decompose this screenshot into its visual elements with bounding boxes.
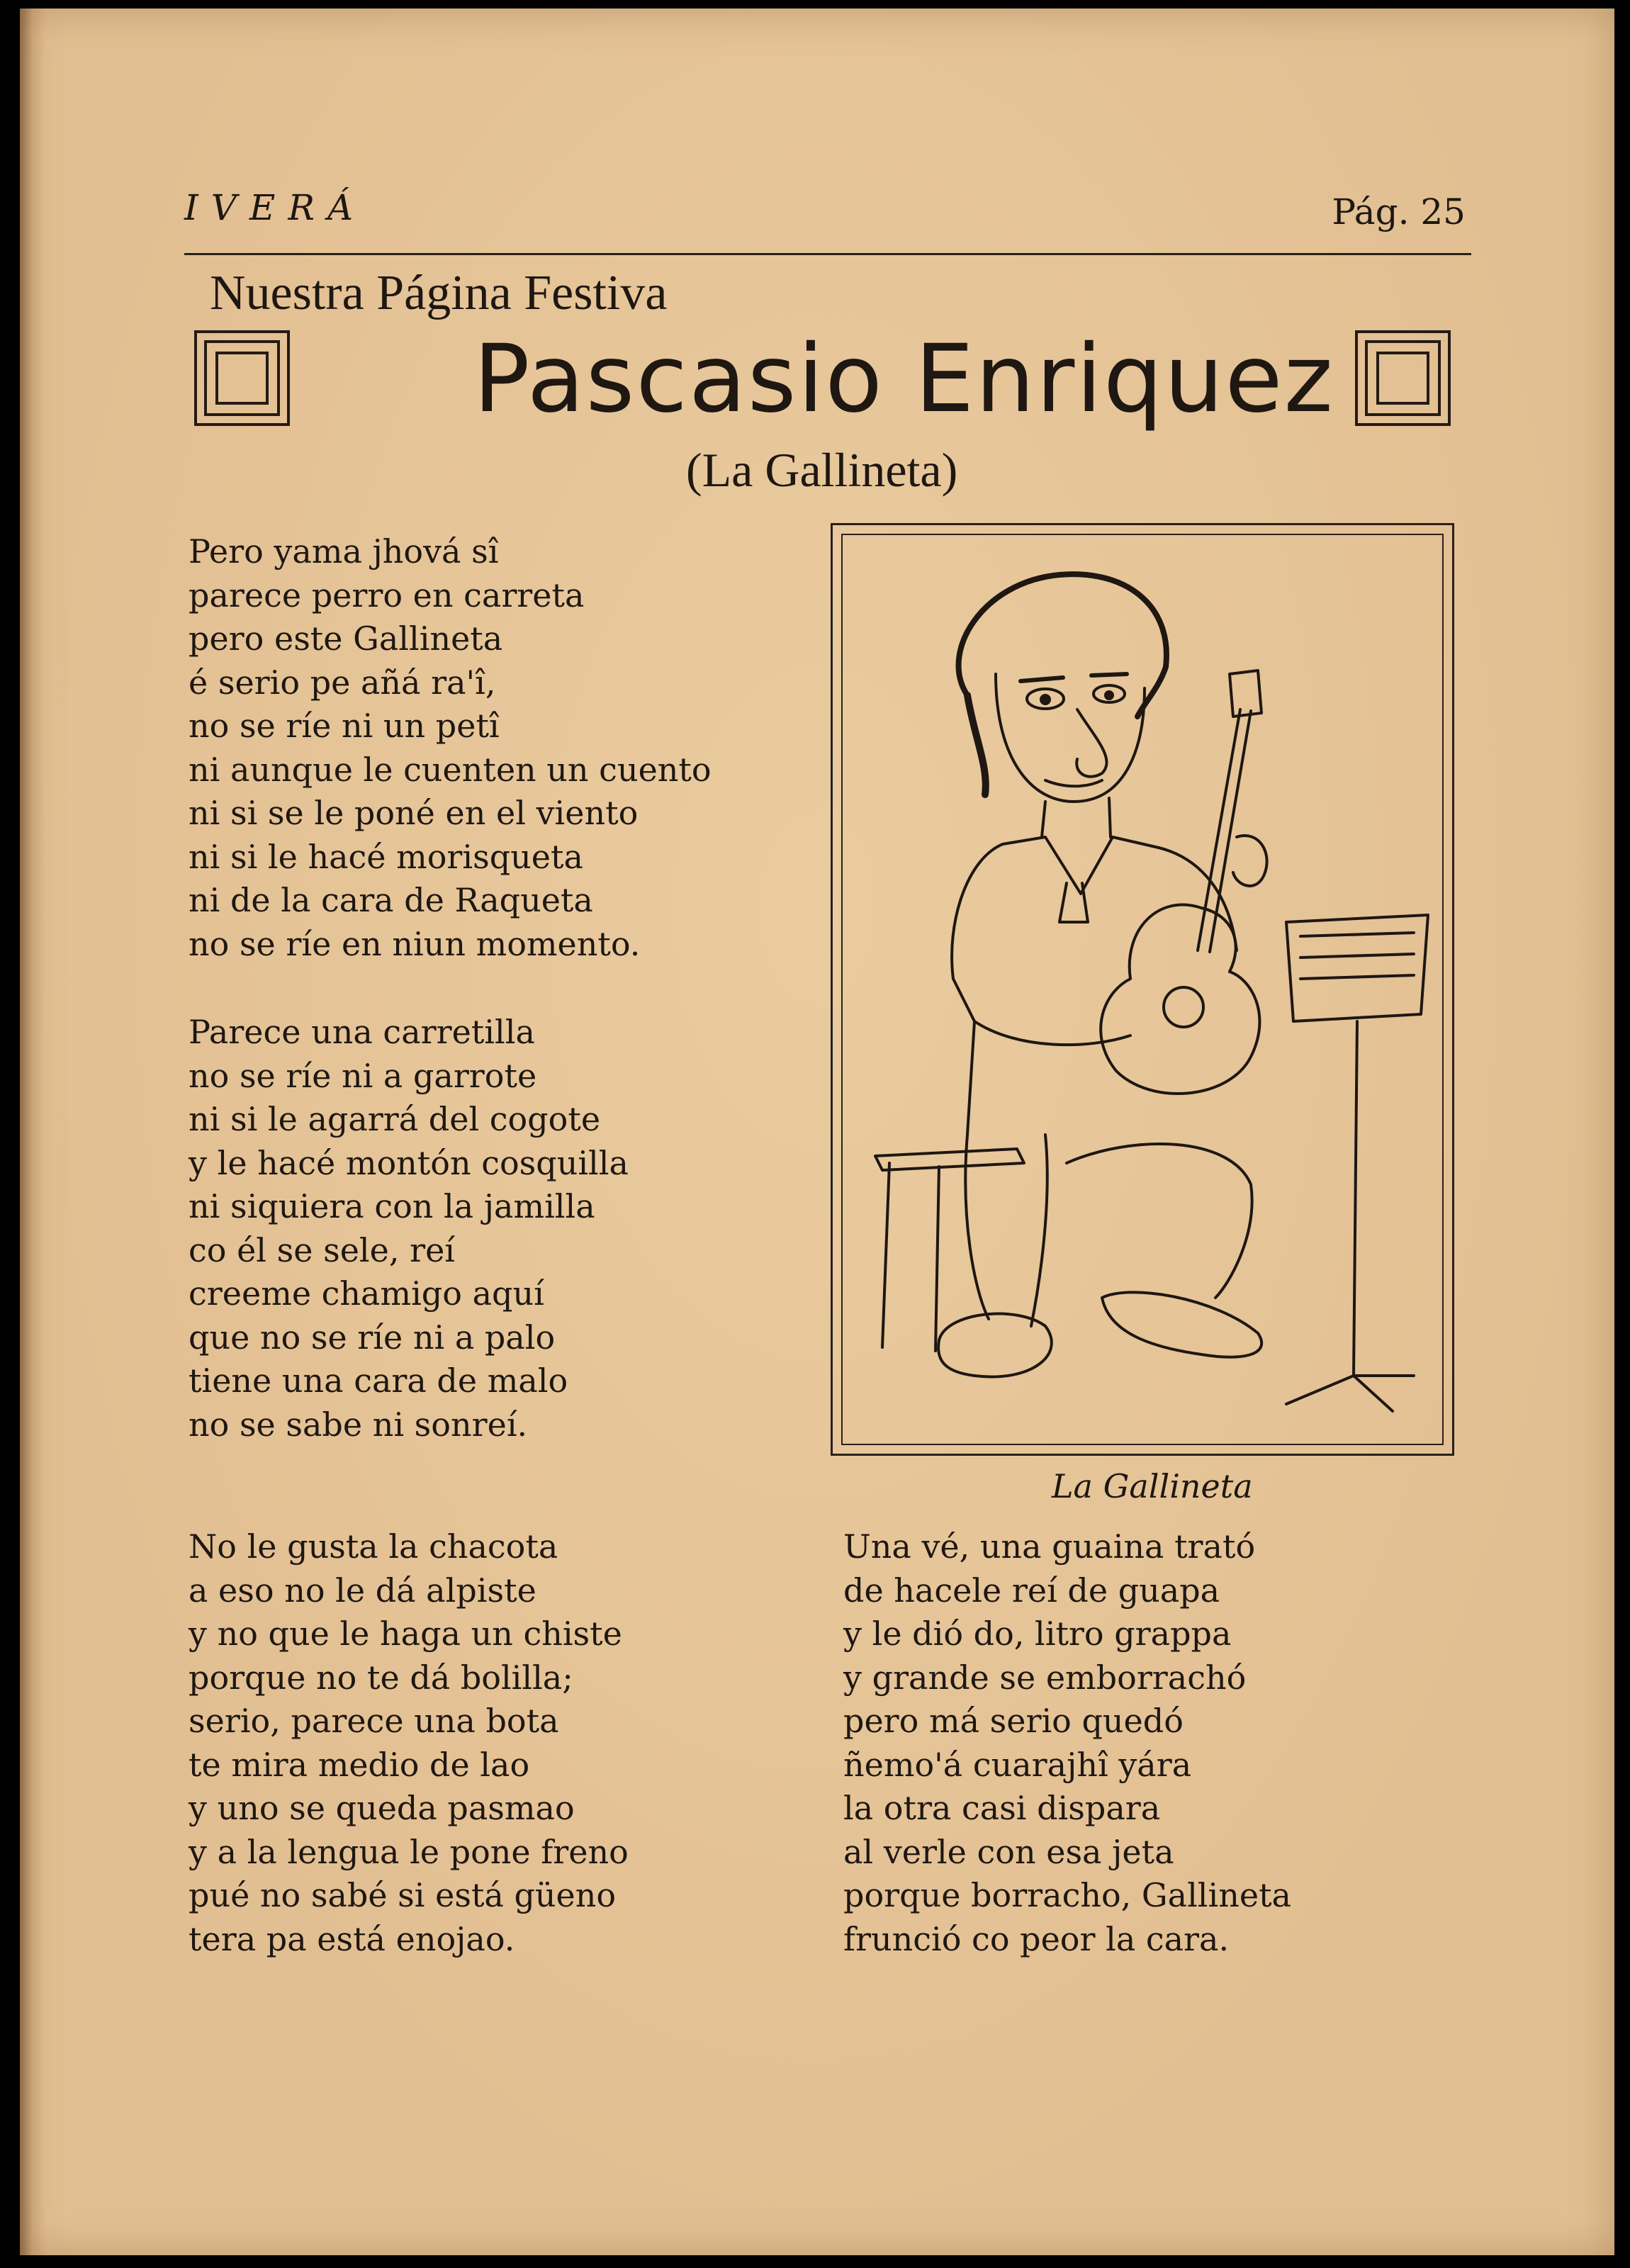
poem-line: Una vé, una guaina trató [843, 1527, 1256, 1566]
stanza-3 [189, 1525, 629, 1961]
poem-line: co él se sele, reí [189, 1230, 456, 1269]
poem-line: de hacele reí de guapa [843, 1571, 1220, 1610]
poem-line: pero este Gallineta [189, 619, 503, 658]
poem-line: a eso no le dá alpiste [189, 1571, 536, 1610]
poem-line: pero má serio quedó [843, 1702, 1184, 1740]
poem-line: parece perro en carreta [189, 576, 585, 614]
left-box-ornament [194, 330, 290, 426]
right-box-ornament [1355, 330, 1451, 426]
poem-line: ni si le agarrá del cogote [189, 1100, 601, 1138]
illustration-caption: La Gallineta [1052, 1467, 1253, 1505]
magazine-page [20, 9, 1614, 2255]
poem-line: No le gusta la chacota [189, 1527, 558, 1566]
poem-line: ni si se le poné en el viento [189, 794, 639, 832]
stanza-1 [189, 530, 712, 966]
poem-line: no se ríe ni a garrote [189, 1056, 537, 1095]
caricature-illustration [831, 523, 1454, 1456]
poem-line: no se sabe ni sonreí. [189, 1405, 528, 1444]
page-spine-shadow [20, 9, 45, 2255]
poem-line: no se ríe en niun momento. [189, 924, 641, 963]
poem-line: ni aunque le cuenten un cuento [189, 750, 712, 789]
guitarist-caricature-drawing [833, 525, 1452, 1454]
running-title: IVERÁ [184, 187, 366, 228]
poem-line: ñemo'á cuarajhî yára [843, 1745, 1192, 1784]
poem-line: tiene una cara de malo [189, 1362, 568, 1400]
poem-line: y le hacé montón cosquilla [189, 1143, 629, 1182]
poem-line: no se ríe ni un petî [189, 707, 500, 745]
poem-line: ni siquiera con la jamilla [189, 1187, 595, 1225]
stanza-2 [189, 1011, 629, 1447]
poem-line: porque borracho, Gallineta [843, 1876, 1291, 1914]
poem-line: te mira medio de lao [189, 1745, 530, 1784]
poem-line: Parece una carretilla [189, 1013, 535, 1051]
poem-line: y uno se queda pasmao [189, 1789, 575, 1827]
poem-line: pué no sabé si está güeno [189, 1876, 617, 1914]
poem-line: é serio pe añá ra'î, [189, 663, 496, 702]
poem-line: al verle con esa jeta [843, 1832, 1174, 1871]
poem-line: que no se ríe ni a palo [189, 1318, 556, 1357]
poem-line: y no que le haga un chiste [189, 1615, 622, 1653]
section-title: Nuestra Página Festiva [210, 266, 668, 320]
poem-line: y a la lengua le pone freno [189, 1832, 629, 1871]
article-title: Pascasio Enriquez [473, 325, 1334, 434]
poem-line: ni de la cara de Raqueta [189, 881, 593, 919]
poem-line: frunció co peor la cara. [843, 1919, 1230, 1958]
poem-line: serio, parece una bota [189, 1702, 559, 1740]
poem-line: creeme chamigo aquí [189, 1274, 544, 1313]
page-number: Pág. 25 [1332, 191, 1466, 232]
article-subtitle: (La Gallineta) [686, 443, 958, 497]
poem-line: y le dió do, litro grappa [843, 1615, 1232, 1653]
poem-line: y grande se emborrachó [843, 1658, 1247, 1697]
header-rule [184, 253, 1471, 255]
poem-line: la otra casi dispara [843, 1789, 1161, 1827]
stanza-4 [843, 1525, 1291, 1961]
poem-line: tera pa está enojao. [189, 1919, 515, 1958]
poem-line: ni si le hacé morisqueta [189, 837, 583, 876]
poem-line: porque no te dá bolilla; [189, 1658, 573, 1697]
poem-line: Pero yama jhová sî [189, 532, 499, 571]
